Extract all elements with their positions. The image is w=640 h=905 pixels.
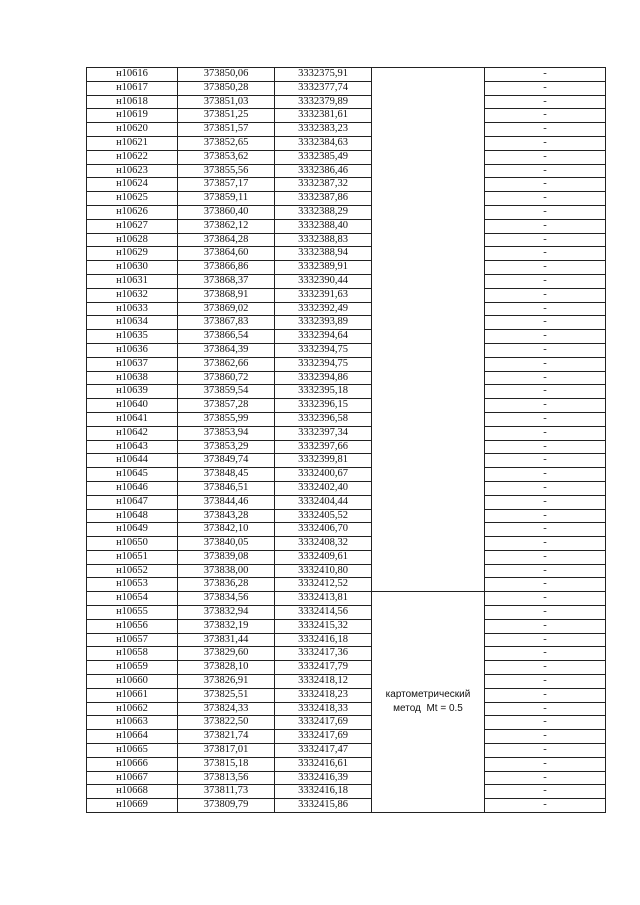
note-cell: - bbox=[485, 633, 606, 647]
note-cell: - bbox=[485, 454, 606, 468]
y-coordinate-cell: 3332409,61 bbox=[275, 550, 372, 564]
x-coordinate-cell: 373831,44 bbox=[178, 633, 275, 647]
y-coordinate-cell: 3332416,18 bbox=[275, 785, 372, 799]
point-id-cell: н10655 bbox=[87, 606, 178, 620]
point-id-cell: н10623 bbox=[87, 164, 178, 178]
x-coordinate-cell: 373813,56 bbox=[178, 771, 275, 785]
coordinates-table bbox=[86, 67, 606, 813]
note-cell: - bbox=[485, 412, 606, 426]
method-label-line-1: картометрический bbox=[385, 689, 471, 701]
y-coordinate-cell: 3332375,91 bbox=[275, 68, 372, 82]
note-cell: - bbox=[485, 205, 606, 219]
y-coordinate-cell: 3332394,64 bbox=[275, 330, 372, 344]
point-id-cell: н10649 bbox=[87, 523, 178, 537]
table-row bbox=[87, 509, 606, 523]
y-coordinate-cell: 3332394,75 bbox=[275, 357, 372, 371]
y-coordinate-cell: 3332396,15 bbox=[275, 399, 372, 413]
x-coordinate-cell: 373868,37 bbox=[178, 274, 275, 288]
point-id-cell: н10619 bbox=[87, 109, 178, 123]
table-row bbox=[87, 136, 606, 150]
x-coordinate-cell: 373839,08 bbox=[178, 550, 275, 564]
note-cell: - bbox=[485, 371, 606, 385]
y-coordinate-cell: 3332389,91 bbox=[275, 261, 372, 275]
y-coordinate-cell: 3332388,94 bbox=[275, 247, 372, 261]
note-cell: - bbox=[485, 468, 606, 482]
x-coordinate-cell: 373848,45 bbox=[178, 468, 275, 482]
y-coordinate-cell: 3332388,29 bbox=[275, 205, 372, 219]
y-coordinate-cell: 3332415,32 bbox=[275, 619, 372, 633]
table-row bbox=[87, 619, 606, 633]
x-coordinate-cell: 373846,51 bbox=[178, 481, 275, 495]
y-coordinate-cell: 3332400,67 bbox=[275, 468, 372, 482]
point-id-cell: н10625 bbox=[87, 192, 178, 206]
note-cell: - bbox=[485, 109, 606, 123]
point-id-cell: н10621 bbox=[87, 136, 178, 150]
y-coordinate-cell: 3332417,69 bbox=[275, 716, 372, 730]
x-coordinate-cell: 373838,00 bbox=[178, 564, 275, 578]
point-id-cell: н10632 bbox=[87, 288, 178, 302]
point-id-cell: н10668 bbox=[87, 785, 178, 799]
note-cell: - bbox=[485, 744, 606, 758]
point-id-cell: н10620 bbox=[87, 123, 178, 137]
table-row bbox=[87, 412, 606, 426]
method-cell bbox=[372, 592, 485, 813]
x-coordinate-cell: 373829,60 bbox=[178, 647, 275, 661]
point-id-cell: н10635 bbox=[87, 330, 178, 344]
table-row bbox=[87, 771, 606, 785]
table-row bbox=[87, 454, 606, 468]
x-coordinate-cell: 373824,33 bbox=[178, 702, 275, 716]
table-row bbox=[87, 799, 606, 813]
note-cell: - bbox=[485, 688, 606, 702]
table-row bbox=[87, 495, 606, 509]
table-row bbox=[87, 633, 606, 647]
table-row bbox=[87, 744, 606, 758]
x-coordinate-cell: 373811,73 bbox=[178, 785, 275, 799]
table-row bbox=[87, 95, 606, 109]
note-cell: - bbox=[485, 136, 606, 150]
x-coordinate-cell: 373869,02 bbox=[178, 302, 275, 316]
point-id-cell: н10616 bbox=[87, 68, 178, 82]
x-coordinate-cell: 373859,54 bbox=[178, 385, 275, 399]
y-coordinate-cell: 3332381,61 bbox=[275, 109, 372, 123]
point-id-cell: н10641 bbox=[87, 412, 178, 426]
point-id-cell: н10661 bbox=[87, 688, 178, 702]
y-coordinate-cell: 3332406,70 bbox=[275, 523, 372, 537]
x-coordinate-cell: 373817,01 bbox=[178, 744, 275, 758]
note-cell: - bbox=[485, 564, 606, 578]
point-id-cell: н10656 bbox=[87, 619, 178, 633]
point-id-cell: н10633 bbox=[87, 302, 178, 316]
point-id-cell: н10648 bbox=[87, 509, 178, 523]
note-cell: - bbox=[485, 702, 606, 716]
x-coordinate-cell: 373815,18 bbox=[178, 757, 275, 771]
x-coordinate-cell: 373821,74 bbox=[178, 730, 275, 744]
y-coordinate-cell: 3332418,33 bbox=[275, 702, 372, 716]
x-coordinate-cell: 373853,29 bbox=[178, 440, 275, 454]
x-coordinate-cell: 373840,05 bbox=[178, 537, 275, 551]
x-coordinate-cell: 373857,17 bbox=[178, 178, 275, 192]
table-row bbox=[87, 288, 606, 302]
y-coordinate-cell: 3332417,36 bbox=[275, 647, 372, 661]
y-coordinate-cell: 3332410,80 bbox=[275, 564, 372, 578]
y-coordinate-cell: 3332384,63 bbox=[275, 136, 372, 150]
point-id-cell: н10639 bbox=[87, 385, 178, 399]
note-cell: - bbox=[485, 68, 606, 82]
table-row bbox=[87, 675, 606, 689]
point-id-cell: н10654 bbox=[87, 592, 178, 606]
y-coordinate-cell: 3332388,83 bbox=[275, 233, 372, 247]
x-coordinate-cell: 373832,19 bbox=[178, 619, 275, 633]
method-cell-empty bbox=[372, 68, 485, 592]
table-row bbox=[87, 330, 606, 344]
table-row bbox=[87, 468, 606, 482]
y-coordinate-cell: 3332405,52 bbox=[275, 509, 372, 523]
note-cell: - bbox=[485, 302, 606, 316]
note-cell: - bbox=[485, 426, 606, 440]
point-id-cell: н10666 bbox=[87, 757, 178, 771]
point-id-cell: н10645 bbox=[87, 468, 178, 482]
note-cell: - bbox=[485, 716, 606, 730]
x-coordinate-cell: 373866,86 bbox=[178, 261, 275, 275]
table-row bbox=[87, 302, 606, 316]
note-cell: - bbox=[485, 495, 606, 509]
table-row bbox=[87, 661, 606, 675]
table-row bbox=[87, 440, 606, 454]
x-coordinate-cell: 373866,54 bbox=[178, 330, 275, 344]
point-id-cell: н10638 bbox=[87, 371, 178, 385]
point-id-cell: н10658 bbox=[87, 647, 178, 661]
note-cell: - bbox=[485, 357, 606, 371]
point-id-cell: н10636 bbox=[87, 343, 178, 357]
x-coordinate-cell: 373844,46 bbox=[178, 495, 275, 509]
table-row bbox=[87, 688, 606, 702]
point-id-cell: н10651 bbox=[87, 550, 178, 564]
x-coordinate-cell: 373834,56 bbox=[178, 592, 275, 606]
note-cell: - bbox=[485, 481, 606, 495]
x-coordinate-cell: 373828,10 bbox=[178, 661, 275, 675]
table-row bbox=[87, 550, 606, 564]
y-coordinate-cell: 3332392,49 bbox=[275, 302, 372, 316]
table-row bbox=[87, 68, 606, 82]
table-row bbox=[87, 385, 606, 399]
y-coordinate-cell: 3332394,75 bbox=[275, 343, 372, 357]
table-row bbox=[87, 481, 606, 495]
y-coordinate-cell: 3332390,44 bbox=[275, 274, 372, 288]
x-coordinate-cell: 373868,91 bbox=[178, 288, 275, 302]
note-cell: - bbox=[485, 123, 606, 137]
note-cell: - bbox=[485, 757, 606, 771]
point-id-cell: н10642 bbox=[87, 426, 178, 440]
y-coordinate-cell: 3332416,18 bbox=[275, 633, 372, 647]
note-cell: - bbox=[485, 233, 606, 247]
table-row bbox=[87, 261, 606, 275]
x-coordinate-cell: 373826,91 bbox=[178, 675, 275, 689]
point-id-cell: н10647 bbox=[87, 495, 178, 509]
table-row bbox=[87, 537, 606, 551]
note-cell: - bbox=[485, 509, 606, 523]
method-label-line-2: метод Mt = 0.5 bbox=[393, 703, 463, 715]
x-coordinate-cell: 373850,28 bbox=[178, 81, 275, 95]
x-coordinate-cell: 373855,99 bbox=[178, 412, 275, 426]
x-coordinate-cell: 373860,40 bbox=[178, 205, 275, 219]
table-row bbox=[87, 647, 606, 661]
note-cell: - bbox=[485, 440, 606, 454]
y-coordinate-cell: 3332388,40 bbox=[275, 219, 372, 233]
point-id-cell: н10667 bbox=[87, 771, 178, 785]
point-id-cell: н10622 bbox=[87, 150, 178, 164]
note-cell: - bbox=[485, 164, 606, 178]
x-coordinate-cell: 373849,74 bbox=[178, 454, 275, 468]
note-cell: - bbox=[485, 592, 606, 606]
x-coordinate-cell: 373855,56 bbox=[178, 164, 275, 178]
point-id-cell: н10628 bbox=[87, 233, 178, 247]
point-id-cell: н10663 bbox=[87, 716, 178, 730]
table-row bbox=[87, 592, 606, 606]
note-cell: - bbox=[485, 606, 606, 620]
note-cell: - bbox=[485, 219, 606, 233]
note-cell: - bbox=[485, 192, 606, 206]
point-id-cell: н10659 bbox=[87, 661, 178, 675]
table-row bbox=[87, 219, 606, 233]
point-id-cell: н10646 bbox=[87, 481, 178, 495]
y-coordinate-cell: 3332417,79 bbox=[275, 661, 372, 675]
note-cell: - bbox=[485, 537, 606, 551]
table-row bbox=[87, 123, 606, 137]
x-coordinate-cell: 373860,72 bbox=[178, 371, 275, 385]
note-cell: - bbox=[485, 343, 606, 357]
x-coordinate-cell: 373851,03 bbox=[178, 95, 275, 109]
table-row bbox=[87, 109, 606, 123]
y-coordinate-cell: 3332383,23 bbox=[275, 123, 372, 137]
x-coordinate-cell: 373867,83 bbox=[178, 316, 275, 330]
table-row bbox=[87, 757, 606, 771]
table-row bbox=[87, 274, 606, 288]
x-coordinate-cell: 373864,60 bbox=[178, 247, 275, 261]
y-coordinate-cell: 3332379,89 bbox=[275, 95, 372, 109]
x-coordinate-cell: 373853,94 bbox=[178, 426, 275, 440]
y-coordinate-cell: 3332416,61 bbox=[275, 757, 372, 771]
point-id-cell: н10629 bbox=[87, 247, 178, 261]
table-row bbox=[87, 426, 606, 440]
y-coordinate-cell: 3332402,40 bbox=[275, 481, 372, 495]
note-cell: - bbox=[485, 95, 606, 109]
x-coordinate-cell: 373832,94 bbox=[178, 606, 275, 620]
y-coordinate-cell: 3332399,81 bbox=[275, 454, 372, 468]
table-row bbox=[87, 343, 606, 357]
table-row bbox=[87, 81, 606, 95]
y-coordinate-cell: 3332387,32 bbox=[275, 178, 372, 192]
note-cell: - bbox=[485, 675, 606, 689]
note-cell: - bbox=[485, 730, 606, 744]
note-cell: - bbox=[485, 619, 606, 633]
x-coordinate-cell: 373853,62 bbox=[178, 150, 275, 164]
point-id-cell: н10640 bbox=[87, 399, 178, 413]
x-coordinate-cell: 373851,25 bbox=[178, 109, 275, 123]
coordinates-table-body bbox=[87, 68, 606, 813]
y-coordinate-cell: 3332396,58 bbox=[275, 412, 372, 426]
x-coordinate-cell: 373836,28 bbox=[178, 578, 275, 592]
note-cell: - bbox=[485, 316, 606, 330]
x-coordinate-cell: 373864,39 bbox=[178, 343, 275, 357]
point-id-cell: н10624 bbox=[87, 178, 178, 192]
y-coordinate-cell: 3332387,86 bbox=[275, 192, 372, 206]
y-coordinate-cell: 3332386,46 bbox=[275, 164, 372, 178]
y-coordinate-cell: 3332377,74 bbox=[275, 81, 372, 95]
table-row bbox=[87, 247, 606, 261]
point-id-cell: н10618 bbox=[87, 95, 178, 109]
point-id-cell: н10643 bbox=[87, 440, 178, 454]
x-coordinate-cell: 373850,06 bbox=[178, 68, 275, 82]
table-row bbox=[87, 564, 606, 578]
table-row bbox=[87, 523, 606, 537]
table-row bbox=[87, 702, 606, 716]
x-coordinate-cell: 373809,79 bbox=[178, 799, 275, 813]
y-coordinate-cell: 3332394,86 bbox=[275, 371, 372, 385]
note-cell: - bbox=[485, 288, 606, 302]
note-cell: - bbox=[485, 385, 606, 399]
point-id-cell: н10631 bbox=[87, 274, 178, 288]
point-id-cell: н10626 bbox=[87, 205, 178, 219]
y-coordinate-cell: 3332393,89 bbox=[275, 316, 372, 330]
note-cell: - bbox=[485, 261, 606, 275]
point-id-cell: н10652 bbox=[87, 564, 178, 578]
x-coordinate-cell: 373857,28 bbox=[178, 399, 275, 413]
note-cell: - bbox=[485, 661, 606, 675]
note-cell: - bbox=[485, 81, 606, 95]
note-cell: - bbox=[485, 785, 606, 799]
note-cell: - bbox=[485, 274, 606, 288]
table-row bbox=[87, 233, 606, 247]
table-row bbox=[87, 164, 606, 178]
point-id-cell: н10630 bbox=[87, 261, 178, 275]
point-id-cell: н10669 bbox=[87, 799, 178, 813]
x-coordinate-cell: 373851,57 bbox=[178, 123, 275, 137]
table-row bbox=[87, 606, 606, 620]
note-cell: - bbox=[485, 578, 606, 592]
point-id-cell: н10664 bbox=[87, 730, 178, 744]
table-row bbox=[87, 192, 606, 206]
note-cell: - bbox=[485, 330, 606, 344]
table-row bbox=[87, 205, 606, 219]
point-id-cell: н10660 bbox=[87, 675, 178, 689]
x-coordinate-cell: 373859,11 bbox=[178, 192, 275, 206]
y-coordinate-cell: 3332417,69 bbox=[275, 730, 372, 744]
point-id-cell: н10662 bbox=[87, 702, 178, 716]
y-coordinate-cell: 3332417,47 bbox=[275, 744, 372, 758]
point-id-cell: н10665 bbox=[87, 744, 178, 758]
note-cell: - bbox=[485, 550, 606, 564]
table-row bbox=[87, 178, 606, 192]
point-id-cell: н10627 bbox=[87, 219, 178, 233]
note-cell: - bbox=[485, 523, 606, 537]
point-id-cell: н10644 bbox=[87, 454, 178, 468]
point-id-cell: н10617 bbox=[87, 81, 178, 95]
note-cell: - bbox=[485, 771, 606, 785]
x-coordinate-cell: 373862,12 bbox=[178, 219, 275, 233]
table-row bbox=[87, 399, 606, 413]
y-coordinate-cell: 3332397,66 bbox=[275, 440, 372, 454]
y-coordinate-cell: 3332415,86 bbox=[275, 799, 372, 813]
y-coordinate-cell: 3332404,44 bbox=[275, 495, 372, 509]
note-cell: - bbox=[485, 150, 606, 164]
note-cell: - bbox=[485, 399, 606, 413]
table-row bbox=[87, 357, 606, 371]
y-coordinate-cell: 3332397,34 bbox=[275, 426, 372, 440]
y-coordinate-cell: 3332391,63 bbox=[275, 288, 372, 302]
x-coordinate-cell: 373862,66 bbox=[178, 357, 275, 371]
y-coordinate-cell: 3332408,32 bbox=[275, 537, 372, 551]
table-row bbox=[87, 578, 606, 592]
table-row bbox=[87, 150, 606, 164]
note-cell: - bbox=[485, 178, 606, 192]
y-coordinate-cell: 3332416,39 bbox=[275, 771, 372, 785]
x-coordinate-cell: 373864,28 bbox=[178, 233, 275, 247]
x-coordinate-cell: 373825,51 bbox=[178, 688, 275, 702]
y-coordinate-cell: 3332418,23 bbox=[275, 688, 372, 702]
y-coordinate-cell: 3332395,18 bbox=[275, 385, 372, 399]
table-row bbox=[87, 785, 606, 799]
x-coordinate-cell: 373843,28 bbox=[178, 509, 275, 523]
y-coordinate-cell: 3332418,12 bbox=[275, 675, 372, 689]
point-id-cell: н10634 bbox=[87, 316, 178, 330]
note-cell: - bbox=[485, 799, 606, 813]
y-coordinate-cell: 3332412,52 bbox=[275, 578, 372, 592]
y-coordinate-cell: 3332414,56 bbox=[275, 606, 372, 620]
table-row bbox=[87, 730, 606, 744]
y-coordinate-cell: 3332385,49 bbox=[275, 150, 372, 164]
table-row bbox=[87, 316, 606, 330]
point-id-cell: н10653 bbox=[87, 578, 178, 592]
x-coordinate-cell: 373842,10 bbox=[178, 523, 275, 537]
table-row bbox=[87, 716, 606, 730]
note-cell: - bbox=[485, 247, 606, 261]
point-id-cell: н10657 bbox=[87, 633, 178, 647]
x-coordinate-cell: 373822,50 bbox=[178, 716, 275, 730]
x-coordinate-cell: 373852,65 bbox=[178, 136, 275, 150]
note-cell: - bbox=[485, 647, 606, 661]
y-coordinate-cell: 3332413,81 bbox=[275, 592, 372, 606]
point-id-cell: н10637 bbox=[87, 357, 178, 371]
point-id-cell: н10650 bbox=[87, 537, 178, 551]
table-row bbox=[87, 371, 606, 385]
